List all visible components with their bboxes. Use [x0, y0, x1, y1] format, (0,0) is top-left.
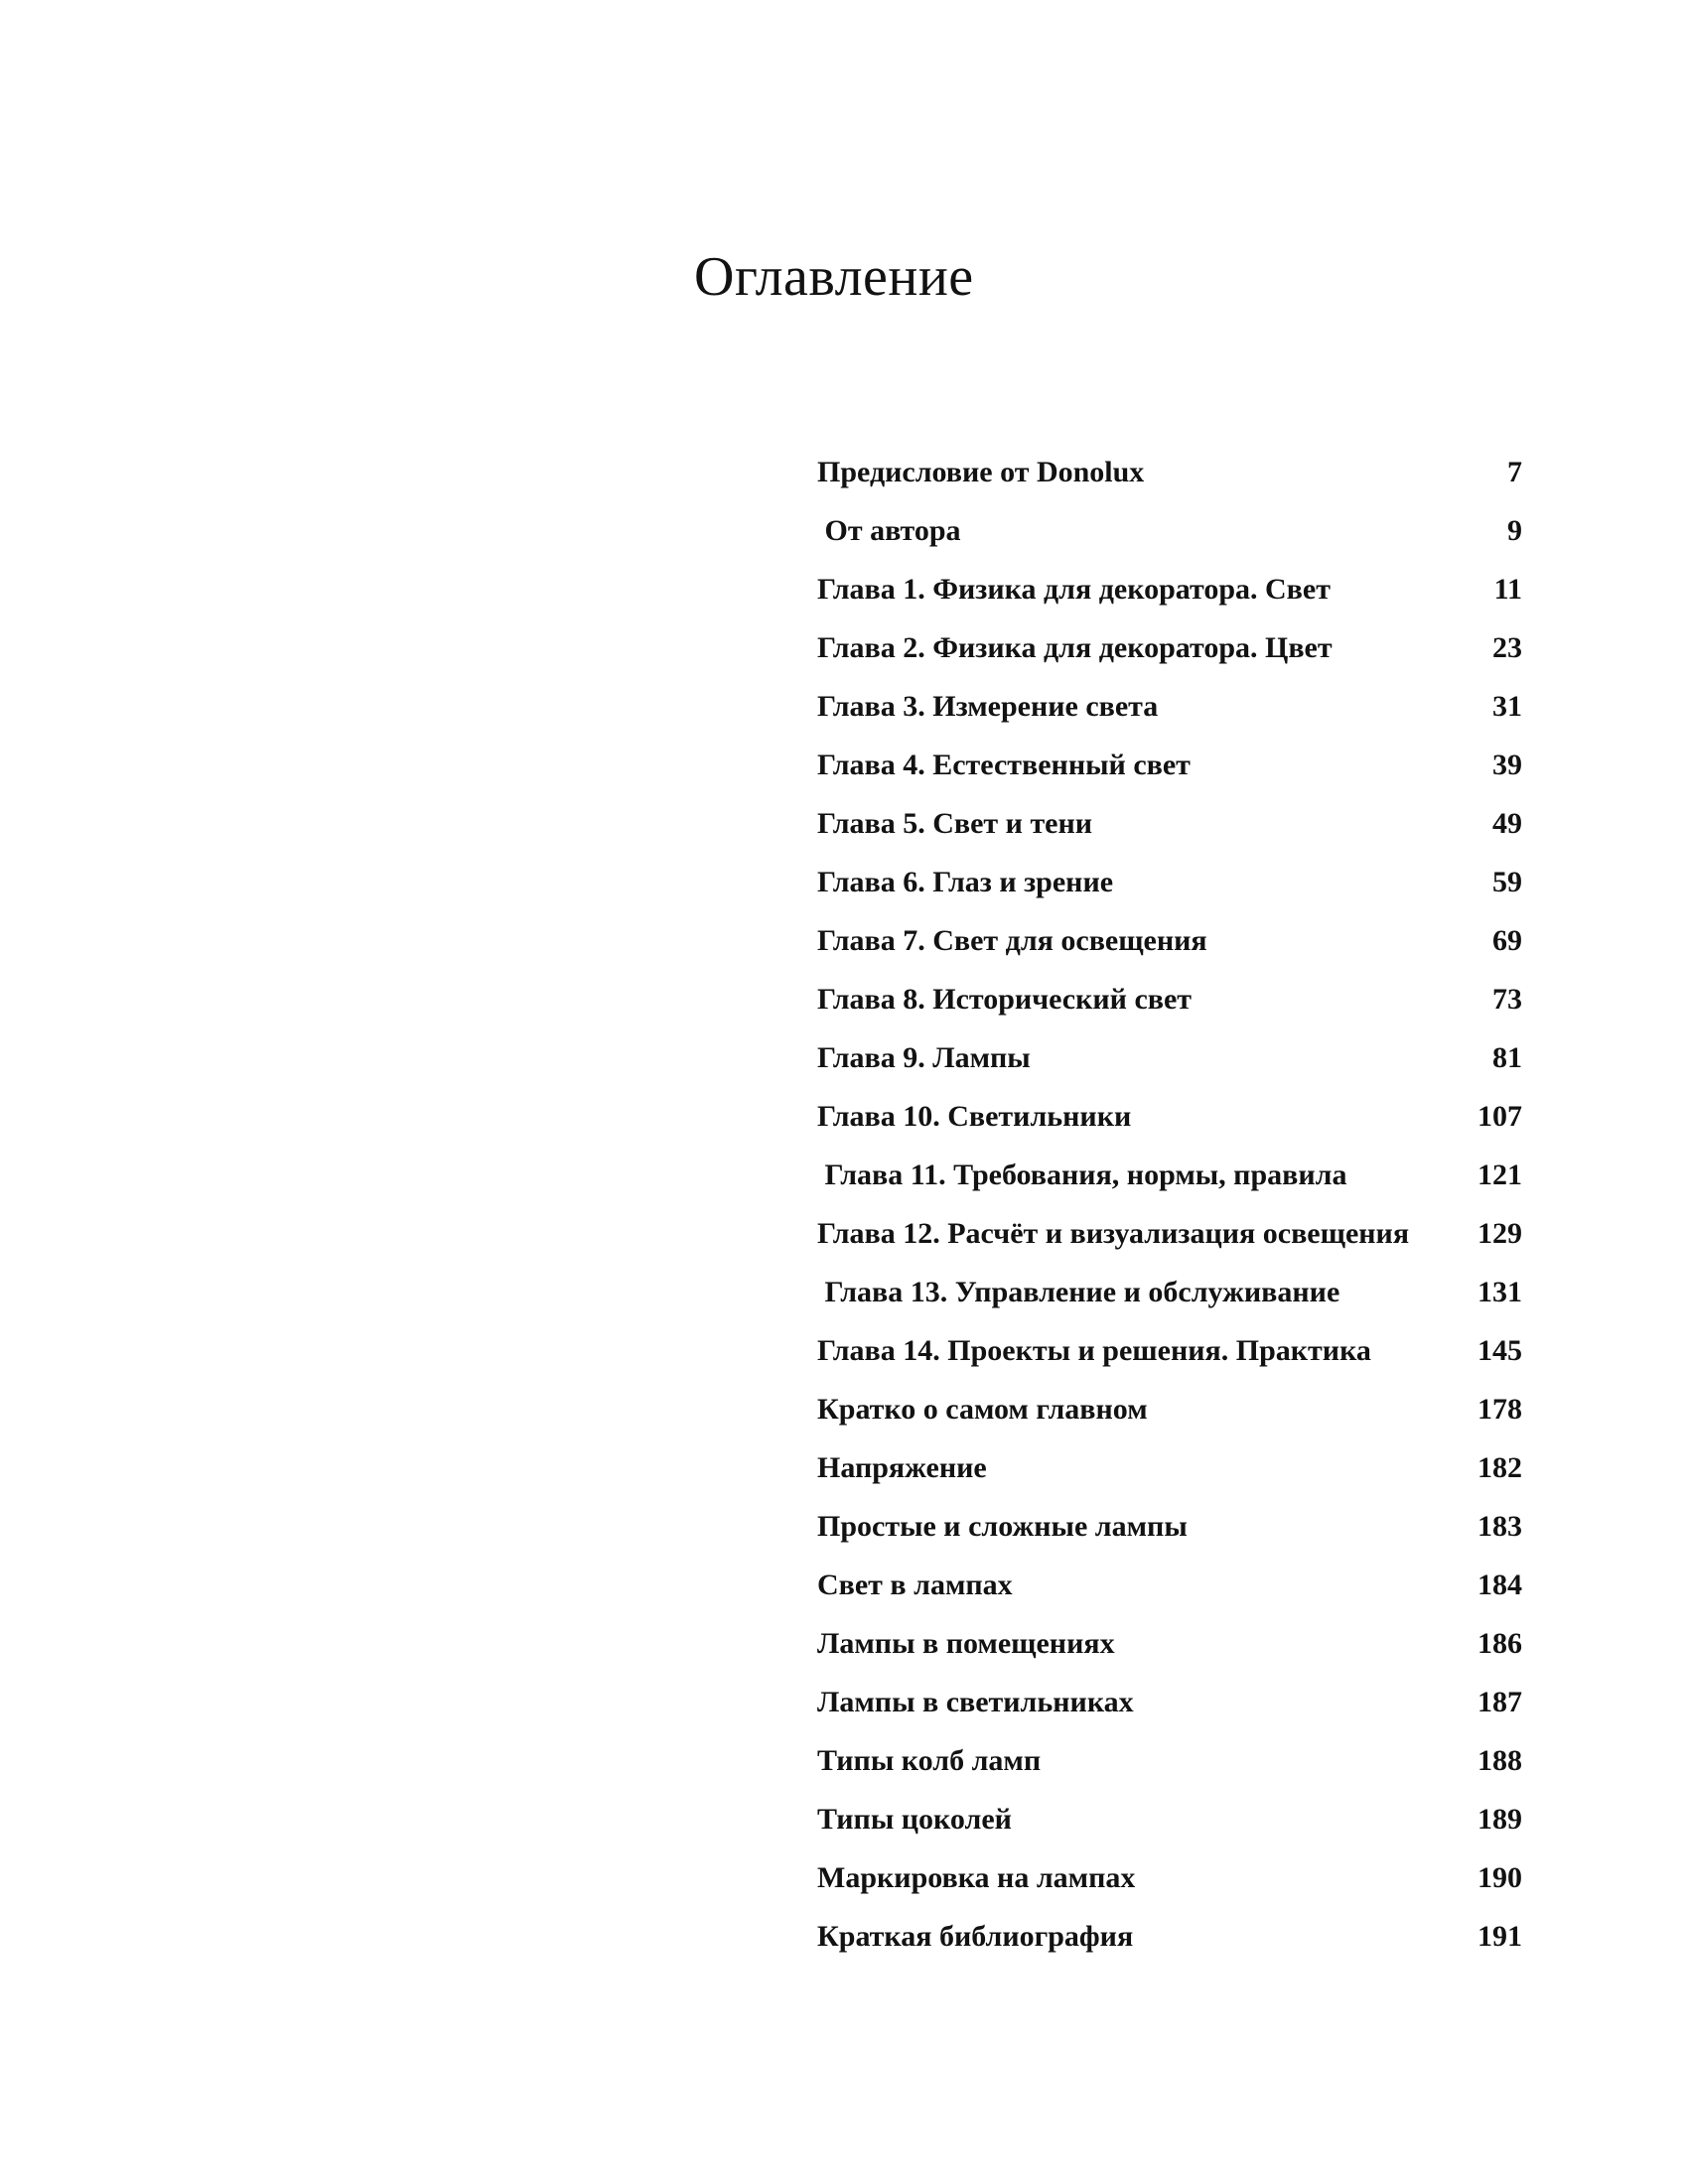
- toc-entry-label: Глава 2. Физика для декоратора. Цвет: [817, 631, 1333, 664]
- toc-row: [817, 911, 1522, 970]
- toc-entry-page: 31: [1492, 690, 1522, 723]
- toc-entry-page: 73: [1492, 983, 1522, 1016]
- toc-entry-page: 107: [1477, 1100, 1522, 1133]
- toc-entry-label: Глава 3. Измерение света: [817, 690, 1159, 723]
- toc-row: [817, 560, 1522, 618]
- toc-entry-label: Свет в лампах: [817, 1569, 1013, 1601]
- toc-entry-page: 145: [1477, 1334, 1522, 1367]
- toc-row: [817, 1028, 1522, 1087]
- toc-entry-page: 11: [1493, 573, 1522, 606]
- toc-row: [817, 1204, 1522, 1263]
- toc-entry-page: 39: [1492, 749, 1522, 781]
- toc-row: [817, 677, 1522, 736]
- toc-entry-label: Краткая библиография: [817, 1920, 1134, 1953]
- toc-entry-label: Лампы в светильниках: [817, 1686, 1134, 1718]
- toc-entry-label: Глава 13. Управление и обслуживание: [817, 1276, 1340, 1308]
- toc-entry-label: Кратко о самом главном: [817, 1393, 1148, 1426]
- toc-entry-label: Простые и сложные лампы: [817, 1510, 1188, 1543]
- toc-row: [817, 853, 1522, 911]
- toc-row: [817, 443, 1522, 501]
- toc-entry-label: Типы цоколей: [817, 1803, 1012, 1836]
- toc-entry-page: 188: [1477, 1744, 1522, 1777]
- toc-entry-page: 190: [1477, 1861, 1522, 1894]
- toc-row: [817, 1380, 1522, 1438]
- toc-entry-page: 131: [1477, 1276, 1522, 1308]
- toc-row: [817, 794, 1522, 853]
- toc-entry-page: 59: [1492, 866, 1522, 898]
- toc-list: [817, 443, 1522, 1966]
- toc-entry-label: Лампы в помещениях: [817, 1627, 1115, 1660]
- toc-entry-label: Глава 1. Физика для декоратора. Свет: [817, 573, 1331, 606]
- toc-entry-page: 81: [1492, 1041, 1522, 1074]
- toc-row: [817, 1497, 1522, 1556]
- toc-entry-label: Глава 6. Глаз и зрение: [817, 866, 1114, 898]
- toc-row: [817, 970, 1522, 1028]
- page-title: Оглавление: [694, 246, 974, 308]
- toc-entry-label: Глава 7. Свет для освещения: [817, 924, 1207, 957]
- toc-row: [817, 1556, 1522, 1614]
- toc-entry-page: 69: [1492, 924, 1522, 957]
- toc-row: [817, 1673, 1522, 1731]
- toc-row: [817, 1731, 1522, 1790]
- toc-entry-page: 189: [1477, 1803, 1522, 1836]
- toc-row: [817, 1321, 1522, 1380]
- toc-entry-label: От автора: [817, 514, 961, 547]
- toc-entry-label: Напряжение: [817, 1451, 987, 1484]
- toc-row: [817, 1146, 1522, 1204]
- toc-entry-label: Глава 12. Расчёт и визуализация освещения: [817, 1217, 1410, 1250]
- toc-entry-page: 186: [1477, 1627, 1522, 1660]
- toc-entry-label: Глава 4. Естественный свет: [817, 749, 1191, 781]
- toc-row: [817, 1848, 1522, 1907]
- toc-row: [817, 1790, 1522, 1848]
- toc-entry-label: Глава 8. Исторический свет: [817, 983, 1193, 1016]
- toc-entry-page: 183: [1477, 1510, 1522, 1543]
- toc-row: [817, 1087, 1522, 1146]
- toc-entry-page: 23: [1492, 631, 1522, 664]
- toc-entry-page: 49: [1492, 807, 1522, 840]
- toc-entry-page: 178: [1477, 1393, 1522, 1426]
- toc-row: [817, 1263, 1522, 1321]
- toc-entry-label: Глава 11. Требования, нормы, правила: [817, 1159, 1347, 1191]
- toc-entry-label: Глава 10. Светильники: [817, 1100, 1132, 1133]
- toc-row: [817, 736, 1522, 794]
- toc-entry-label: Глава 14. Проекты и решения. Практика: [817, 1334, 1371, 1367]
- toc-row: [817, 618, 1522, 677]
- toc-entry-page: 121: [1477, 1159, 1522, 1191]
- toc-row: [817, 1907, 1522, 1966]
- toc-row: [817, 1614, 1522, 1673]
- toc-entry-page: 129: [1477, 1217, 1522, 1250]
- toc-entry-page: 187: [1477, 1686, 1522, 1718]
- toc-entry-page: 182: [1477, 1451, 1522, 1484]
- toc-entry-label: Глава 5. Свет и тени: [817, 807, 1093, 840]
- toc-entry-label: Типы колб ламп: [817, 1744, 1042, 1777]
- toc-entry-page: 184: [1477, 1569, 1522, 1601]
- toc-entry-label: Глава 9. Лампы: [817, 1041, 1031, 1074]
- toc-row: [817, 501, 1522, 560]
- toc-entry-label: Предисловие от Donolux: [817, 456, 1145, 488]
- toc-entry-label: Маркировка на лампах: [817, 1861, 1136, 1894]
- toc-entry-page: 191: [1477, 1920, 1522, 1953]
- toc-entry-page: 9: [1507, 514, 1522, 547]
- toc-row: [817, 1438, 1522, 1497]
- toc-entry-page: 7: [1507, 456, 1522, 488]
